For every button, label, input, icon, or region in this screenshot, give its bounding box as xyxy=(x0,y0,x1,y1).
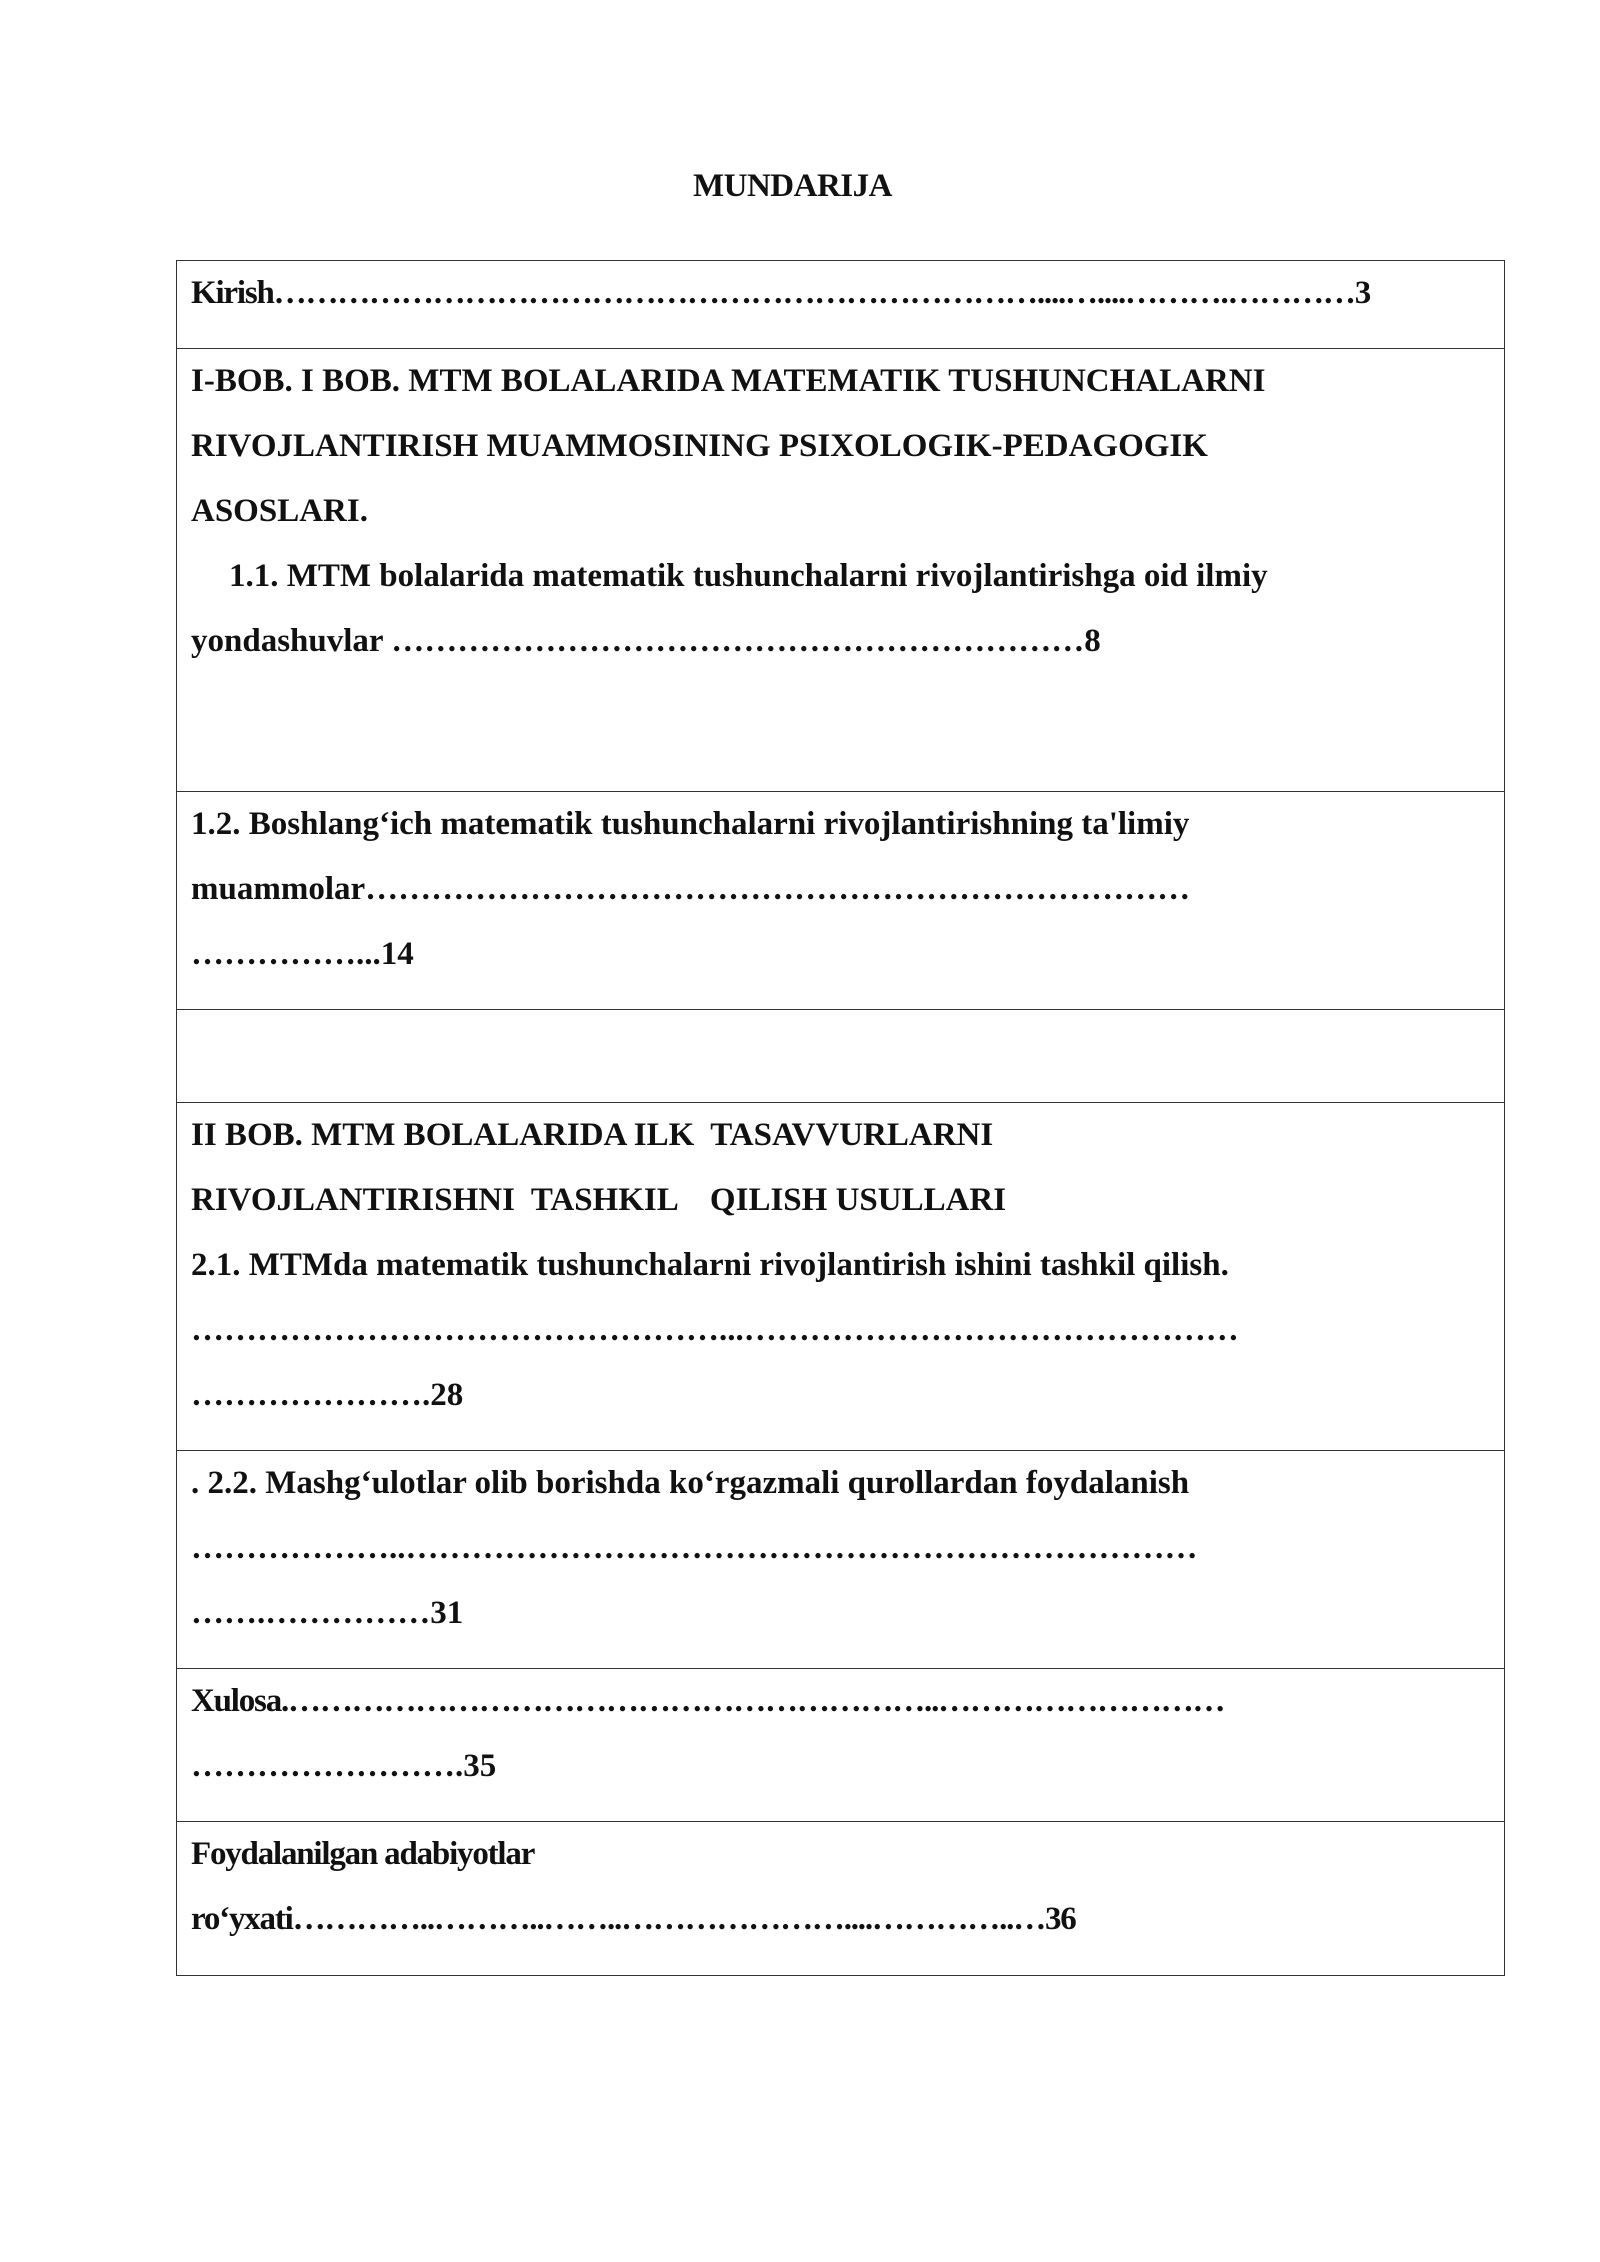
section-2-1-line-3: ………………….28 xyxy=(191,1377,464,1413)
table-of-contents xyxy=(176,260,1505,1976)
section-1-2-line-2: muammolar………………………………………………………………… xyxy=(191,871,1191,907)
adabiyotlar-line-1: Foydalanilgan adabiyotlar xyxy=(191,1836,535,1872)
chapter-1-heading-line-1: I-BOB. I BOB. MTM BOLALARIDA MATEMATIK TUSHUNCHALARNI xyxy=(191,363,1266,399)
toc-row-adabiyotlar xyxy=(177,1822,1504,1975)
adabiyotlar-line-2: ro‘yxati…………..………..……..…………………....…………..…36 xyxy=(191,1901,1076,1937)
section-1-2-line-3: ……………...14 xyxy=(191,936,414,972)
toc-row-xulosa xyxy=(177,1669,1504,1822)
toc-row-section-2-2 xyxy=(177,1451,1504,1669)
section-1-1-line-2: yondashuvlar ………………………………………………………8 xyxy=(191,623,1101,659)
toc-row-kirish xyxy=(177,261,1504,349)
toc-row-chapter-2 xyxy=(177,1103,1504,1451)
section-2-2-line-2: ………………..……………………………………………………………… xyxy=(191,1530,1198,1566)
xulosa-line-1: Xulosa.……………………………………………………..……………………… xyxy=(191,1683,1225,1719)
chapter-1-heading-line-2: RIVOJLANTIRISH MUAMMOSINING PSIXOLOGIK-PEDAGOGIK xyxy=(191,428,1208,464)
xulosa-line-2: …………………….35 xyxy=(191,1748,497,1784)
page-title: MUNDARIJA xyxy=(693,168,892,204)
chapter-2-heading-line-2: RIVOJLANTIRISHNI TASHKIL QILISH USULLARI xyxy=(191,1182,1007,1218)
toc-entry-kirish: Kirish………………………………………………………………....…....……….…………3 xyxy=(191,275,1370,311)
section-2-1-line-1: 2.1. MTMda matematik tushunchalarni rivojlantirish ishini tashkil qilish. xyxy=(191,1247,1229,1283)
toc-row-empty xyxy=(177,1010,1504,1103)
toc-row-section-1-2 xyxy=(177,792,1504,1010)
chapter-1-heading-line-3: ASOSLARI. xyxy=(191,493,368,529)
section-1-2-line-1: 1.2. Boshlang‘ich matematik tushunchalarni rivojlantirishning ta'limiy xyxy=(191,806,1190,842)
section-1-1-line-1: 1.1. MTM bolalarida matematik tushunchalarni rivojlantirishga oid ilmiy xyxy=(229,558,1268,594)
toc-row-chapter-1 xyxy=(177,349,1504,792)
chapter-2-heading-line-1: II BOB. MTM BOLALARIDA ILK TASAVVURLARNI xyxy=(191,1117,994,1153)
section-2-1-line-2: …………………………………………...……………………………………… xyxy=(191,1312,1239,1348)
section-2-2-line-1: . 2.2. Mashg‘ulotlar olib borishda ko‘rgazmali qurollardan foydalanish xyxy=(191,1465,1190,1501)
section-2-2-line-3: …….……………31 xyxy=(191,1595,464,1631)
